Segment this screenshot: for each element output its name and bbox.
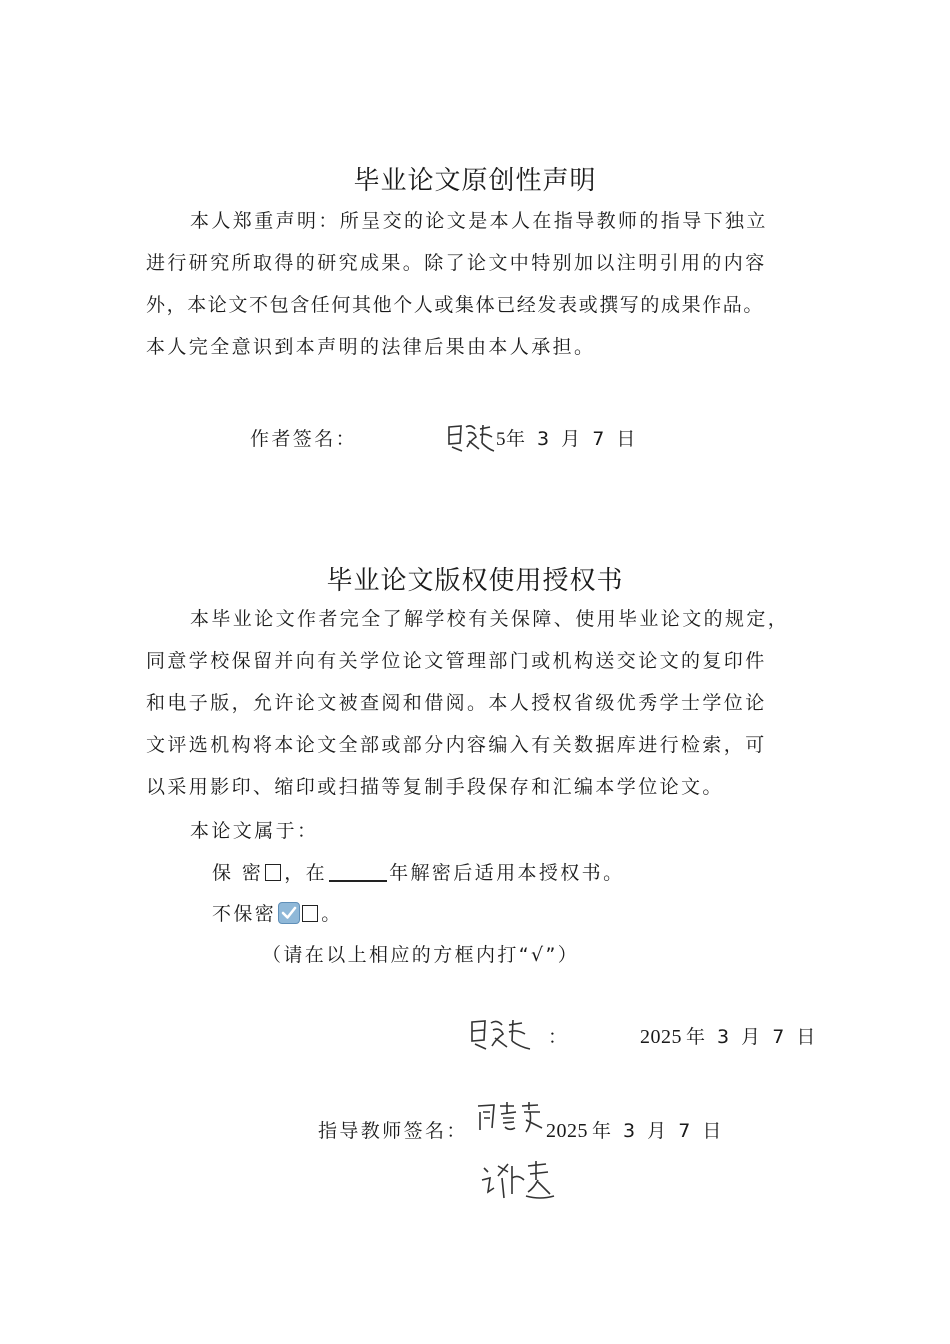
declaration-line: 本人郑重声明：所呈交的论文是本人在指导教师的指导下独立 [190, 210, 768, 232]
checkbox-hint: （请在以上相应的方框内打“√”） [262, 944, 580, 966]
author-colon: ： [548, 1026, 570, 1048]
author-date: 2025 年 3 月 7 日 [640, 1026, 819, 1048]
secret-mid: ，在 [284, 862, 328, 884]
author-signature-label: 作者签名： [250, 428, 358, 450]
not-secret-suffix: 。 [321, 903, 343, 925]
declaration-line: 外，本论文不包含任何其他个人或集体已经发表或撰写的成果作品。 [146, 294, 765, 316]
author-handwritten-signature [446, 421, 496, 455]
declaration-date: 5年 3 月 7 日 [496, 428, 639, 450]
authorization-line: 同意学校保留并向有关学位论文管理部门或机构送交论文的复印件 [146, 650, 767, 672]
authorization-title: 毕业论文版权使用授权书 [326, 566, 624, 596]
authorization-line: 以采用影印、缩印或扫描等复制手段保存和汇编本学位论文。 [146, 776, 724, 798]
check-mark-icon [278, 902, 300, 924]
declaration-title: 毕业论文原创性声明 [353, 166, 597, 196]
authorization-line: 本毕业论文作者完全了解学校有关保障、使用毕业论文的规定， [190, 608, 790, 630]
checkbox-empty-icon[interactable] [302, 905, 318, 922]
declaration-body [146, 200, 836, 368]
author-handwritten-signature-2 [468, 1016, 534, 1054]
declaration-line: 本人完全意识到本声明的法律后果由本人承担。 [146, 336, 596, 358]
advisor-handwritten-signature [474, 1100, 550, 1140]
secret-suffix: 年解密后适用本授权书。 [389, 862, 625, 884]
not-secret-label: 不保密 [212, 903, 277, 925]
advisor-handwritten-signature-2 [478, 1158, 558, 1204]
checkbox-checked-icon[interactable] [278, 902, 300, 924]
authorization-line: 文评选机构将本论文全部或部分内容编入有关数据库进行检索，可 [146, 734, 767, 756]
declaration-line: 进行研究所取得的研究成果。除了论文中特别加以注明引用的内容 [146, 252, 767, 274]
thesis-belongs-label: 本论文属于： [190, 820, 319, 842]
advisor-signature-label: 指导教师签名： [318, 1120, 468, 1142]
secret-label: 保 密 [212, 862, 264, 884]
not-secret-option [212, 899, 343, 926]
authorization-line: 和电子版，允许论文被查阅和借阅。本人授权省级优秀学士学位论 [146, 692, 767, 714]
checkbox-empty-icon[interactable] [265, 864, 281, 881]
authorization-body [146, 598, 836, 808]
secret-option [212, 858, 624, 885]
advisor-date: 2025 年 3 月 7 日 [546, 1120, 725, 1142]
year-blank [329, 861, 387, 882]
